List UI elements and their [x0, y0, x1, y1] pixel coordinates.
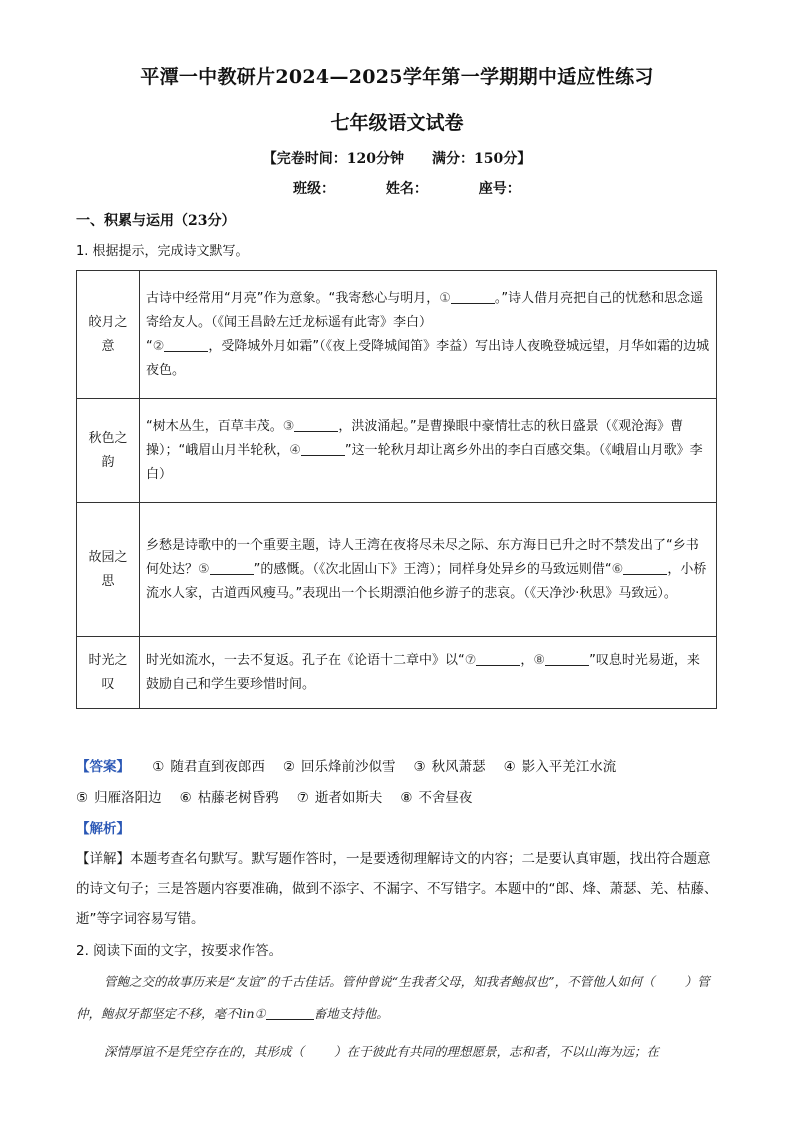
name-label: 姓名：: [385, 181, 428, 197]
poem-row: [77, 503, 717, 637]
answer-item: ⑧ 不舍昼夜: [400, 790, 473, 806]
answer-items: [76, 759, 634, 806]
answer-item: ④ 影入平羌江水流: [503, 759, 617, 775]
row-content: [140, 503, 717, 637]
passage-paragraph-1: 管鲍之交的故事历来是“友谊”的千古佳话。管仲曾说“生我者父母，知我者鲍叔也”，不管他人如何（ ）管仲，鲍叔牙都坚定不移，毫不lin① 畜地支持他。: [76, 974, 710, 1021]
fill-blank[interactable]: [451, 289, 495, 304]
poem-row: [77, 399, 717, 503]
exam-subtitle: 七年级语文试卷: [330, 112, 464, 134]
question-1-prompt: 1. 根据提示，完成诗文默写。: [76, 244, 249, 259]
answer-item: ⑤ 归雁洛阳边: [76, 790, 162, 806]
fill-blank[interactable]: [301, 441, 345, 456]
poem-row: [77, 637, 717, 709]
analysis-label: 【解析】: [76, 821, 130, 837]
answer-item: ① 随君直到夜郎西: [152, 759, 265, 775]
blank-number: ④: [289, 442, 301, 458]
content-line: 古诗中经常用“月亮”作为意象。“我寄愁心与明月，① 。”诗人借月亮把自己的忧愁和思念遥寄给友人。（《闻王昌龄左迁龙标遥有此寄》李白）: [146, 290, 704, 330]
passage-paragraph-2: 深情厚谊不是凭空存在的，其形成（ ）在于彼此有共同的理想愿景，志和者，不以山海为远；在: [104, 1044, 660, 1059]
row-category: 故园之思: [77, 503, 140, 637]
fill-blank[interactable]: [623, 560, 667, 575]
blank-number: ③: [282, 418, 295, 434]
answer-label: 【答案】: [76, 759, 130, 775]
content-line: “树木丛生，百草丰茂。③ ，洪波涌起。”是曹操眼中豪情壮志的秋日盛景（《观沧海》曹操）；“峨眉山月半轮秋，④ ”这一轮秋月却让离乡外出的李白百感交集。（《峨眉山月歌》李白）: [146, 418, 703, 482]
answer-item: ⑦ 逝者如斯夫: [296, 790, 383, 806]
row-category: 时光之叹: [77, 637, 140, 709]
fill-blank[interactable]: [210, 560, 254, 575]
answer-item: ③ 秋风萧瑟: [413, 759, 486, 775]
poem-row: [77, 271, 717, 399]
exam-title: 平潭一中教研片2024—2025学年第一学期期中适应性练习: [140, 66, 654, 88]
section-heading: 一、积累与运用（23分）: [76, 213, 236, 229]
answer-block: [76, 752, 721, 814]
poem-table: [76, 270, 717, 709]
detail-text: 本题考查名句默写。默写题作答时，一是要透彻理解诗文的内容；二是要认真审题，找出符合题意的诗文句子；三是答题内容要准确，做到不添字、不漏字、不写错字。本题中的“郎、烽、萧瑟、羌、枯藤、逝”等字词容易写错。: [76, 851, 718, 927]
question-2-prompt: 2. 阅读下面的文字，按要求作答。: [76, 943, 283, 959]
blank-number: ⑥: [611, 561, 624, 577]
analysis-detail: [76, 844, 721, 934]
fill-blank[interactable]: [545, 651, 589, 666]
row-content: [140, 271, 717, 399]
content-line: 时光如流水，一去不复返。孔子在《论语十二章中》以“⑦ ，⑧ ”叹息时光易逝，来鼓励自己和学生要珍惜时间。: [146, 652, 700, 692]
fill-blank[interactable]: [266, 1005, 314, 1020]
blank-number: ⑤: [198, 561, 210, 577]
answer-item: ⑥ 枯藤老树昏鸦: [179, 790, 279, 806]
blank-number: ⑦: [464, 652, 477, 668]
exam-time-score: 【完卷时间：120分钟 满分：150分】: [262, 151, 532, 167]
row-content: [140, 399, 717, 503]
content-line: “② ，受降城外月如霜”（《夜上受降城闻笛》李益）写出诗人夜晚登城远望，月华如霜的边城夜色。: [146, 338, 710, 378]
row-category: 皎月之意: [77, 271, 140, 399]
fill-blank[interactable]: [476, 651, 520, 666]
fill-blank[interactable]: [294, 417, 338, 432]
reading-passage: [76, 966, 721, 1068]
row-category: 秋色之韵: [77, 399, 140, 503]
row-content: [140, 637, 717, 709]
blank-number: ⑧: [533, 652, 546, 668]
seat-label: 座号：: [478, 181, 521, 197]
content-line: 乡愁是诗歌中的一个重要主题，诗人王湾在夜将尽未尽之际、东方海日已升之时不禁发出了“乡书何处达？⑤ ”的感慨。（《次北固山下》王湾）；同样身处异乡的马致远则借“⑥ ，小桥流水人家，古道西风瘦马。”表现出一个长期漂泊他乡游子的悲哀。（《天净沙·秋思》马致远）。: [146, 537, 707, 601]
student-info-line: [293, 178, 567, 198]
blank-number: ①: [439, 290, 451, 306]
detail-label: 【详解】: [76, 851, 130, 867]
class-label: 班级：: [293, 181, 335, 197]
answer-item: ② 回乐烽前沙似雪: [282, 759, 396, 775]
blank-number: ②: [152, 338, 165, 354]
fill-blank[interactable]: [164, 337, 208, 352]
